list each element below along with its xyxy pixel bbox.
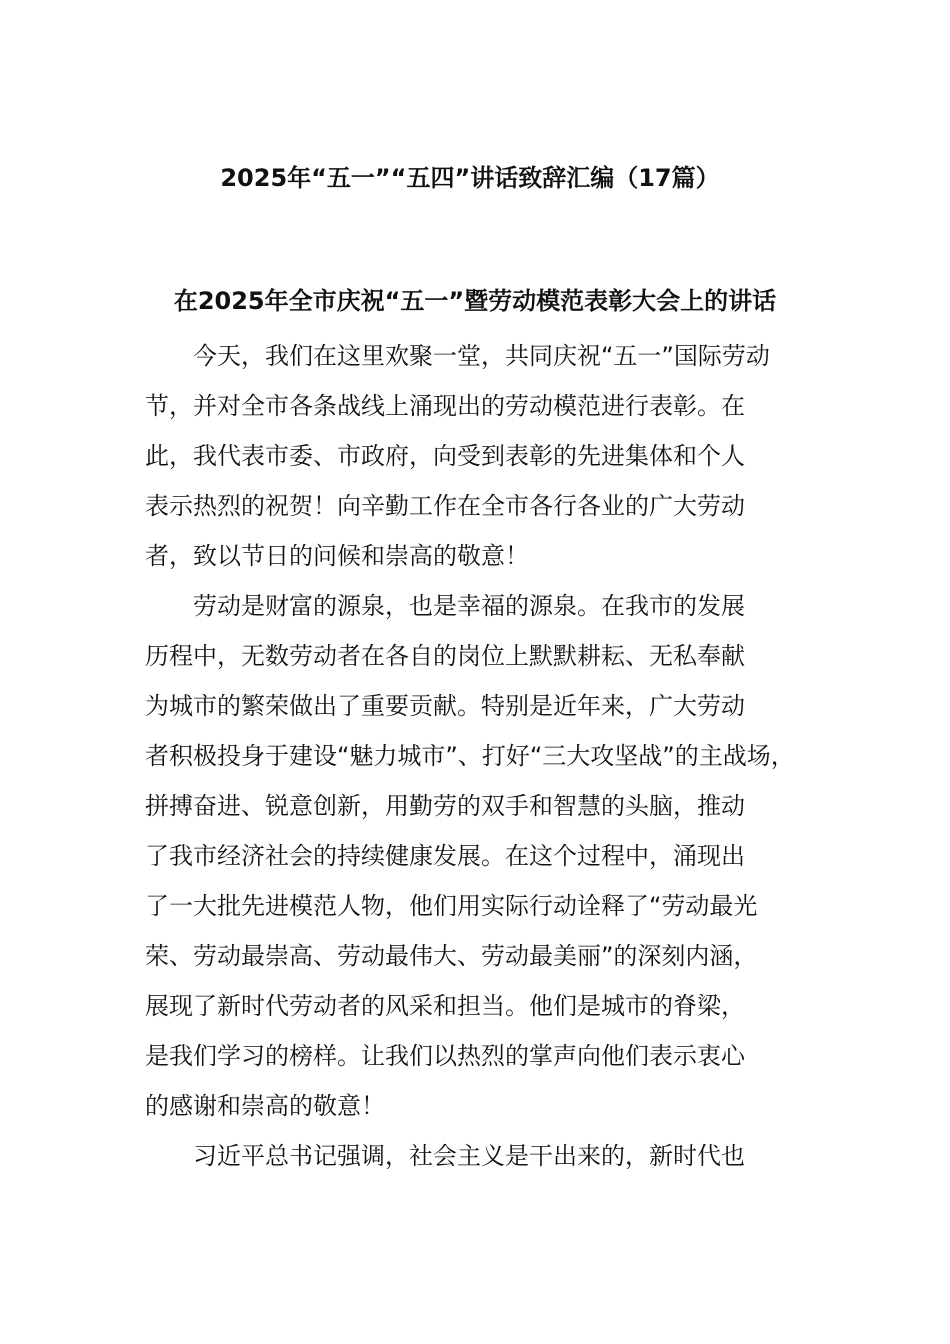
paragraph-1-line-4: 表示热烈的祝贺！向辛勤工作在全市各行各业的广大劳动 <box>145 492 745 520</box>
paragraph-2-line-10: 是我们学习的榜样。让我们以热烈的掌声向他们表示衷心 <box>145 1042 745 1070</box>
paragraph-2-line-6: 了我市经济社会的持续健康发展。在这个过程中，涌现出 <box>145 842 745 870</box>
paragraph-2-line-1: 劳动是财富的源泉，也是幸福的源泉。在我市的发展 <box>193 592 745 620</box>
speech-title: 在2025年全市庆祝“五一”暨劳动模范表彰大会上的讲话 <box>173 287 777 315</box>
paragraph-2-line-7: 了一大批先进模范人物，他们用实际行动诠释了“劳动最光 <box>145 892 758 920</box>
speech-body <box>145 331 835 1181</box>
paragraph-2-line-2: 历程中，无数劳动者在各自的岗位上默默耕耘、无私奉献 <box>145 642 745 670</box>
paragraph-1-line-2: 节，并对全市各条战线上涌现出的劳动模范进行表彰。在 <box>145 392 745 420</box>
paragraph-2-line-8: 荣、劳动最崇高、劳动最伟大、劳动最美丽”的深刻内涵， <box>145 942 758 970</box>
paragraph-3-line-1: 习近平总书记强调，社会主义是干出来的，新时代也 <box>193 1142 745 1170</box>
paragraph-2-line-4: 者积极投身于建设“魅力城市”、打好“三大攻坚战”的主战场， <box>145 742 795 770</box>
paragraph-1-line-5: 者，致以节日的问候和崇高的敬意！ <box>145 542 529 570</box>
paragraph-1-line-3: 此，我代表市委、市政府，向受到表彰的先进集体和个人 <box>145 442 745 470</box>
paragraph-2-line-3: 为城市的繁荣做出了重要贡献。特别是近年来，广大劳动 <box>145 692 745 720</box>
paragraph-2-line-5: 拼搏奋进、锐意创新，用勤劳的双手和智慧的头脑，推动 <box>145 792 745 820</box>
paragraph-2-line-11: 的感谢和崇高的敬意！ <box>145 1092 385 1120</box>
paragraph-1-line-1: 今天，我们在这里欢聚一堂，共同庆祝“五一”国际劳动 <box>193 342 770 370</box>
document-title: 2025年“五一”“五四”讲话致辞汇编（17篇） <box>220 164 720 192</box>
paragraph-2-line-9: 展现了新时代劳动者的风采和担当。他们是城市的脊梁， <box>145 992 745 1020</box>
